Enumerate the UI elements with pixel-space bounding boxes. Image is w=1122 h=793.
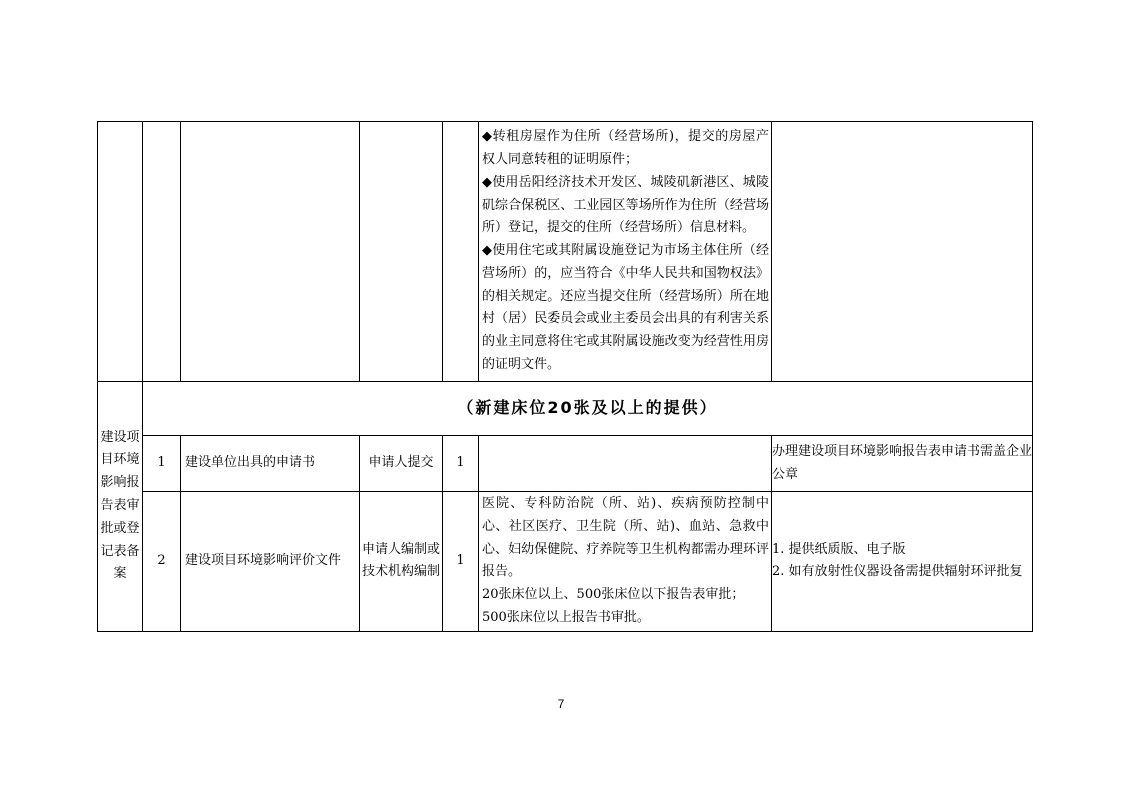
row-requirement-empty — [479, 436, 772, 492]
page-number: 7 — [557, 697, 565, 711]
table-row-banner — [98, 382, 1033, 436]
source-cell-empty — [360, 122, 443, 382]
row-index: 2 — [143, 492, 181, 632]
category-cell-empty — [98, 122, 143, 382]
note-cell-empty — [772, 122, 1033, 382]
row-source: 申请人提交 — [360, 436, 443, 492]
index-cell-empty — [143, 122, 181, 382]
requirement-line: 医院、专科防治院（所、站)、疾病预防控制中心、社区医疗、卫生院（所、站)、血站、急救中心、妇幼保健院、疗养院等卫生机构都需办理环评报告。 — [482, 496, 769, 580]
requirement-item: ◆转租房屋作为住所（经营场所)，提交的房屋产权人同意转租的证明原件； — [482, 129, 769, 167]
row-count: 1 — [443, 436, 479, 492]
requirement-item: ◆使用住宅或其附属设施登记为市场主体住所（经营场所）的，应当符合《中华人民共和国物权法》的相关规定。还应当提交住所（经营场所）所在地村（居）民委员会或业主委员会出具的有利害关系的业主同意将住宅或其附属设施改变为经营性用房的证明文件。 — [482, 243, 769, 373]
name-cell-empty — [181, 122, 360, 382]
requirement-item: ◆使用岳阳经济技术开发区、城陵矶新港区、城陵矶综合保税区、工业园区等场所作为住所（经营场所）登记，提交的住所（经营场所）信息材料。 — [482, 174, 769, 236]
requirement-cell — [479, 122, 772, 382]
row-material-name: 建设项目环境影响评价文件 — [181, 492, 360, 632]
requirement-line: 20张床位以上、500张床位以下报告表审批； — [482, 587, 745, 603]
note-line: 办理建设项目环境影响报告表申请书需盖企业公章 — [772, 443, 1033, 482]
materials-table — [97, 121, 1033, 632]
row-source: 申请人编制或技术机构编制 — [360, 492, 443, 632]
row-count: 1 — [443, 492, 479, 632]
row-note — [772, 492, 1033, 632]
count-cell-empty — [443, 122, 479, 382]
row-note — [772, 436, 1033, 492]
table-row-continued — [98, 122, 1033, 382]
requirement-line: 500张床位以上报告书审批。 — [482, 609, 650, 625]
table-row — [98, 436, 1033, 492]
section-banner: （新建床位20张及以上的提供） — [143, 382, 1033, 436]
note-line: 1. 提供纸质版、电子版 — [772, 541, 906, 557]
note-line: 2. 如有放射性仪器设备需提供辐射环评批复 — [772, 564, 1023, 580]
row-material-name: 建设单位出具的申请书 — [181, 436, 360, 492]
category-cell: 建设项目环境影响报告表审批或登记表备案 — [98, 382, 143, 632]
row-requirement — [479, 492, 772, 632]
table-row — [98, 492, 1033, 632]
row-index: 1 — [143, 436, 181, 492]
